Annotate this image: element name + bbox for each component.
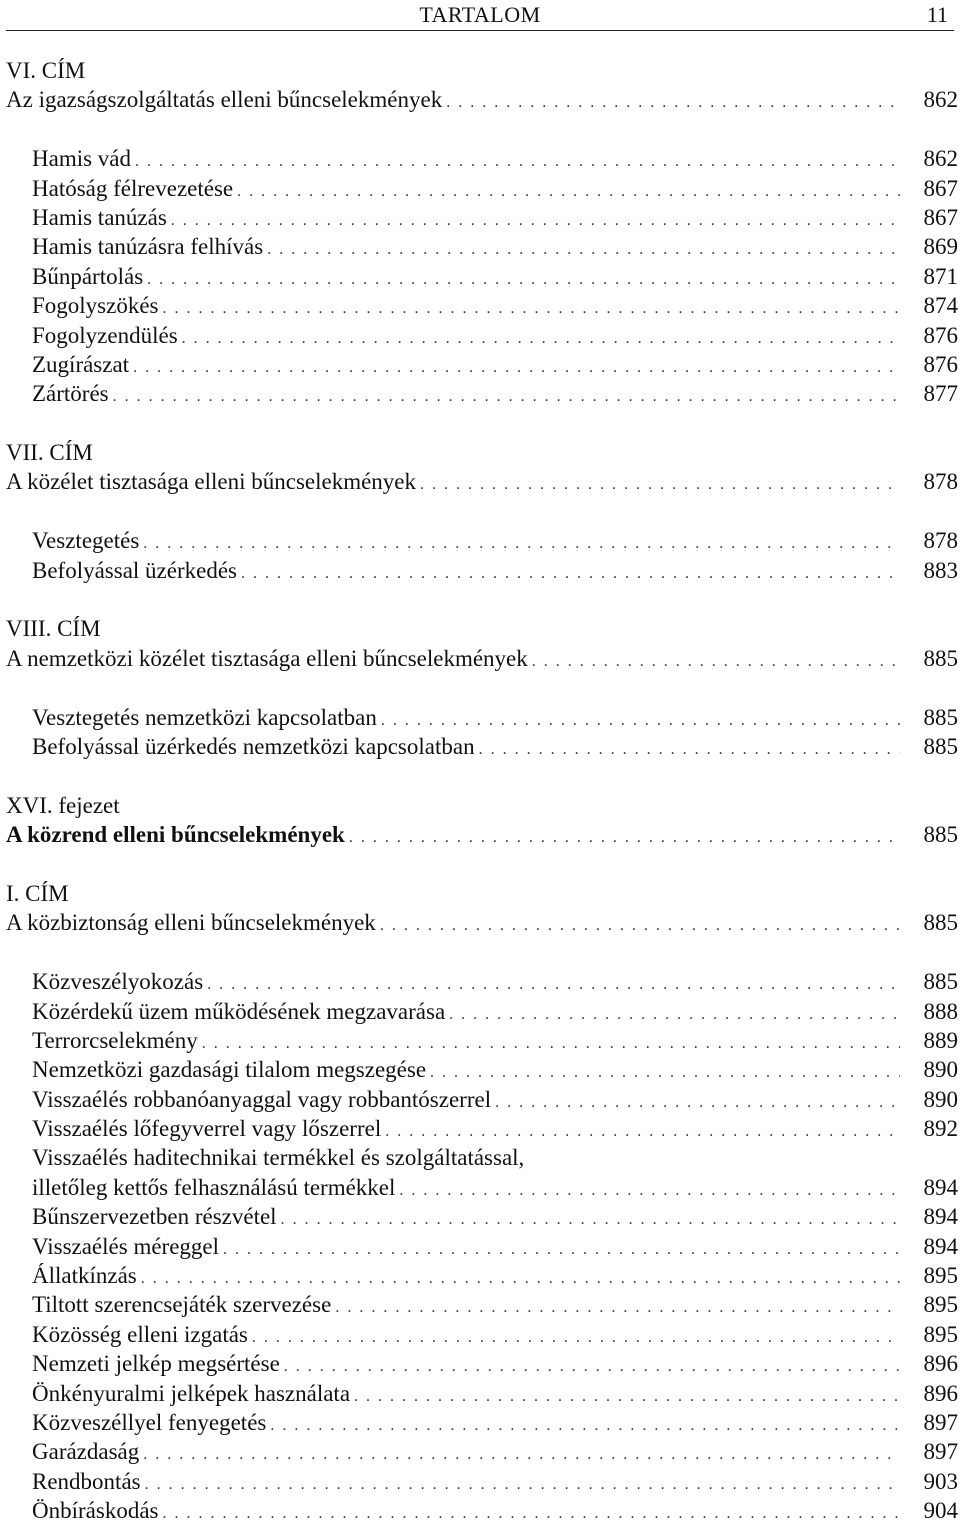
- spacer: [6, 409, 958, 438]
- dot-leader: [479, 735, 900, 764]
- toc-entry: [6, 1290, 958, 1319]
- toc-entry-text: Közveszéllyel fenyegetés: [32, 1409, 267, 1435]
- toc-heading-text: VII. CÍM: [6, 440, 93, 466]
- toc-section-page: 885: [923, 645, 958, 671]
- dot-leader: [145, 1470, 900, 1499]
- dot-leader: [143, 529, 900, 558]
- toc-entry-text: Bűnpártolás: [32, 263, 144, 289]
- toc-heading: [6, 438, 958, 467]
- toc-entry-page: 877: [923, 381, 958, 407]
- toc-entry-text: Nemzetközi gazdasági tilalom megszegése: [32, 1057, 427, 1083]
- toc-entry-page: 894: [923, 1233, 958, 1259]
- dot-leader: [380, 911, 900, 940]
- toc-entry-page: 876: [923, 351, 958, 377]
- dot-leader: [354, 1382, 900, 1411]
- spacer: [6, 938, 958, 967]
- spacer: [6, 115, 958, 144]
- toc-entry-text: Hamis tanúzásra felhívás: [32, 234, 264, 260]
- toc-entry-page: 878: [923, 528, 958, 554]
- dot-leader: [202, 1029, 900, 1058]
- toc-entry-page: 867: [923, 175, 958, 201]
- toc-entry-page: 904: [923, 1498, 958, 1524]
- dot-leader: [237, 177, 900, 206]
- running-header: [6, 0, 954, 31]
- dot-leader: [171, 206, 900, 235]
- toc-entry-page: 895: [923, 1263, 958, 1289]
- toc-entry-text: Közösség elleni izgatás: [32, 1321, 248, 1347]
- toc-section: [6, 467, 958, 496]
- toc-entry-text: Hatóság félrevezetése: [32, 175, 234, 201]
- toc-entry: [6, 1173, 958, 1202]
- toc-entry-page: 895: [923, 1321, 958, 1347]
- toc-entry-text: Közérdekű üzem működésének megzavarása: [32, 998, 446, 1024]
- toc-entry: [6, 1232, 958, 1261]
- dot-leader: [449, 1000, 900, 1029]
- dot-leader: [223, 1235, 900, 1264]
- toc-entry: [6, 203, 958, 232]
- toc-entry: [6, 967, 958, 996]
- toc-entry: [6, 1320, 958, 1349]
- toc-entry: [6, 232, 958, 261]
- toc-entry-text: Önbíráskodás: [32, 1498, 159, 1524]
- toc-entry: [6, 1026, 958, 1055]
- toc-entry: [6, 1114, 958, 1143]
- toc-section: [6, 85, 958, 114]
- spacer: [6, 850, 958, 879]
- toc-entry-text: Visszaélés haditechnikai termékkel és szolgáltatással,: [32, 1145, 525, 1171]
- toc-entry-page: 896: [923, 1351, 958, 1377]
- dot-leader: [135, 147, 900, 176]
- toc-section-text: A közélet tisztasága elleni bűncselekmények: [6, 469, 417, 495]
- toc-entry: [6, 997, 958, 1026]
- toc-entry-page: 896: [923, 1380, 958, 1406]
- toc-entry-text: illetőleg kettős felhasználású termékkel: [32, 1174, 396, 1200]
- toc-entry-text: Zártörés: [32, 381, 109, 407]
- toc-entry-page: 871: [923, 263, 958, 289]
- dot-leader: [207, 970, 900, 999]
- toc-entry: [6, 1379, 958, 1408]
- toc-section-text: A nemzetközi közélet tisztasága elleni bűncselekmények: [6, 645, 528, 671]
- dot-leader: [267, 235, 900, 264]
- toc-entry-page: 867: [923, 204, 958, 230]
- toc-chapter-text: A közrend elleni bűncselekmények: [6, 822, 345, 848]
- toc-chapter: [6, 820, 958, 849]
- dot-leader: [385, 1117, 900, 1146]
- toc-section: [6, 908, 958, 937]
- toc-entry-text: Befolyással üzérkedés nemzetközi kapcsolatban: [32, 733, 475, 759]
- dot-leader: [420, 470, 900, 499]
- toc-entry-text: Tiltott szerencsejáték szervezése: [32, 1292, 332, 1318]
- toc-entry-page: 869: [923, 234, 958, 260]
- toc-entry: [6, 262, 958, 291]
- toc-section-page: 878: [923, 469, 958, 495]
- toc-entry-page: 874: [923, 293, 958, 319]
- toc-entry-page: 888: [923, 998, 958, 1024]
- toc-heading-text: I. CÍM: [6, 880, 69, 906]
- dot-leader: [141, 1264, 900, 1293]
- dot-leader: [495, 1088, 900, 1117]
- spacer: [6, 497, 958, 526]
- toc-entry-text: Fogolyszökés: [32, 293, 159, 319]
- toc-entry-text: Terrorcselekmény: [32, 1027, 198, 1053]
- toc-heading-text: VIII. CÍM: [6, 616, 101, 642]
- dot-leader: [147, 265, 900, 294]
- toc-entry-page: 885: [923, 704, 958, 730]
- toc-entry-text: Nemzeti jelkép megsértése: [32, 1351, 280, 1377]
- toc-heading-text: XVI. fejezet: [6, 792, 120, 818]
- dot-leader: [281, 1205, 900, 1234]
- dot-leader: [399, 1176, 900, 1205]
- toc-heading: [6, 791, 958, 820]
- toc-entry-text: Vesztegetés: [32, 528, 140, 554]
- toc-entry: [6, 1143, 958, 1172]
- toc-entry: [6, 1202, 958, 1231]
- toc-entry-text: Hamis tanúzás: [32, 204, 167, 230]
- dot-leader: [446, 88, 900, 117]
- toc-entry-text: Visszaélés lőfegyverrel vagy lőszerrel: [32, 1116, 382, 1142]
- spacer: [6, 761, 958, 790]
- spacer: [6, 673, 958, 702]
- toc-entry: [6, 1349, 958, 1378]
- page-number: 11: [926, 2, 948, 27]
- toc-entry: [6, 556, 958, 585]
- dot-leader: [162, 1499, 900, 1528]
- dot-leader: [270, 1411, 900, 1440]
- toc-section-page: 885: [923, 910, 958, 936]
- toc-entry: [6, 291, 958, 320]
- dot-leader: [143, 1440, 900, 1469]
- toc-entry-page: 885: [923, 733, 958, 759]
- toc-entry: [6, 1437, 958, 1466]
- toc-entry-page: 889: [923, 1027, 958, 1053]
- toc-entry-page: 890: [923, 1086, 958, 1112]
- toc-entry-page: 895: [923, 1292, 958, 1318]
- toc-entry-text: Visszaélés robbanóanyaggal vagy robbantószerrel: [32, 1086, 492, 1112]
- toc-entry: [6, 174, 958, 203]
- running-header-title: TARTALOM: [419, 2, 541, 27]
- dot-leader: [532, 647, 900, 676]
- toc-entry-page: 903: [923, 1468, 958, 1494]
- toc-heading-text: VI. CÍM: [6, 58, 86, 83]
- toc-heading: [6, 614, 958, 643]
- toc-entry: [6, 321, 958, 350]
- toc-entry-text: Fogolyzendülés: [32, 322, 178, 348]
- toc-entry-page: 885: [923, 969, 958, 995]
- toc-entry: [6, 144, 958, 173]
- toc-heading: [6, 879, 958, 908]
- toc-entry-page: 897: [923, 1409, 958, 1435]
- dot-leader: [241, 559, 900, 588]
- toc-entry-text: Vesztegetés nemzetközi kapcsolatban: [32, 704, 377, 730]
- toc-entry-text: Bűnszervezetben részvétel: [32, 1204, 277, 1230]
- toc-entry-page: 883: [923, 557, 958, 583]
- toc-entry-page: 894: [923, 1204, 958, 1230]
- toc-entry-page: 862: [923, 146, 958, 172]
- dot-leader: [182, 324, 900, 353]
- toc-entry-text: Befolyással üzérkedés: [32, 557, 238, 583]
- dot-leader: [349, 823, 900, 852]
- toc-entry-text: Rendbontás: [32, 1468, 141, 1494]
- toc-entry-text: Állatkínzás: [32, 1263, 137, 1289]
- toc-entry: [6, 379, 958, 408]
- toc-section-text: Az igazságszolgáltatás elleni bűncselekmények: [6, 87, 443, 113]
- toc-entry: [6, 526, 958, 555]
- dot-leader: [133, 353, 900, 382]
- toc-entry: [6, 1055, 958, 1084]
- toc-entry-text: Közveszélyokozás: [32, 969, 204, 995]
- dot-leader: [335, 1293, 900, 1322]
- dot-leader: [163, 294, 901, 323]
- toc-entry: [6, 350, 958, 379]
- toc-entry-text: Visszaélés méreggel: [32, 1233, 220, 1259]
- toc-entry-text: Hamis vád: [32, 146, 132, 172]
- toc-entry-text: Garázdaság: [32, 1439, 140, 1465]
- dot-leader: [430, 1058, 900, 1087]
- toc-entry: [6, 1496, 958, 1525]
- toc-entry-text: Önkényuralmi jelképek használata: [32, 1380, 351, 1406]
- table-of-contents: [6, 56, 958, 1526]
- spacer: [6, 585, 958, 614]
- toc-entry: [6, 1467, 958, 1496]
- toc-section-text: A közbiztonság elleni bűncselekmények: [6, 910, 376, 936]
- toc-entry: [6, 1085, 958, 1114]
- toc-section: [6, 644, 958, 673]
- toc-entry-page: 894: [923, 1174, 958, 1200]
- toc-entry-page: 876: [923, 322, 958, 348]
- toc-entry-page: 892: [923, 1116, 958, 1142]
- toc-entry: [6, 732, 958, 761]
- toc-entry: [6, 703, 958, 732]
- toc-entry-page: 897: [923, 1439, 958, 1465]
- toc-entry: [6, 1408, 958, 1437]
- toc-chapter-page: 885: [923, 822, 958, 848]
- toc-entry-text: Zugírászat: [32, 351, 130, 377]
- toc-entry: [6, 1261, 958, 1290]
- toc-heading: [6, 56, 958, 85]
- dot-leader: [284, 1352, 900, 1381]
- toc-section-page: 862: [923, 87, 958, 113]
- toc-entry-page: 890: [923, 1057, 958, 1083]
- dot-leader: [113, 382, 900, 411]
- dot-leader: [381, 706, 900, 735]
- dot-leader: [252, 1323, 900, 1352]
